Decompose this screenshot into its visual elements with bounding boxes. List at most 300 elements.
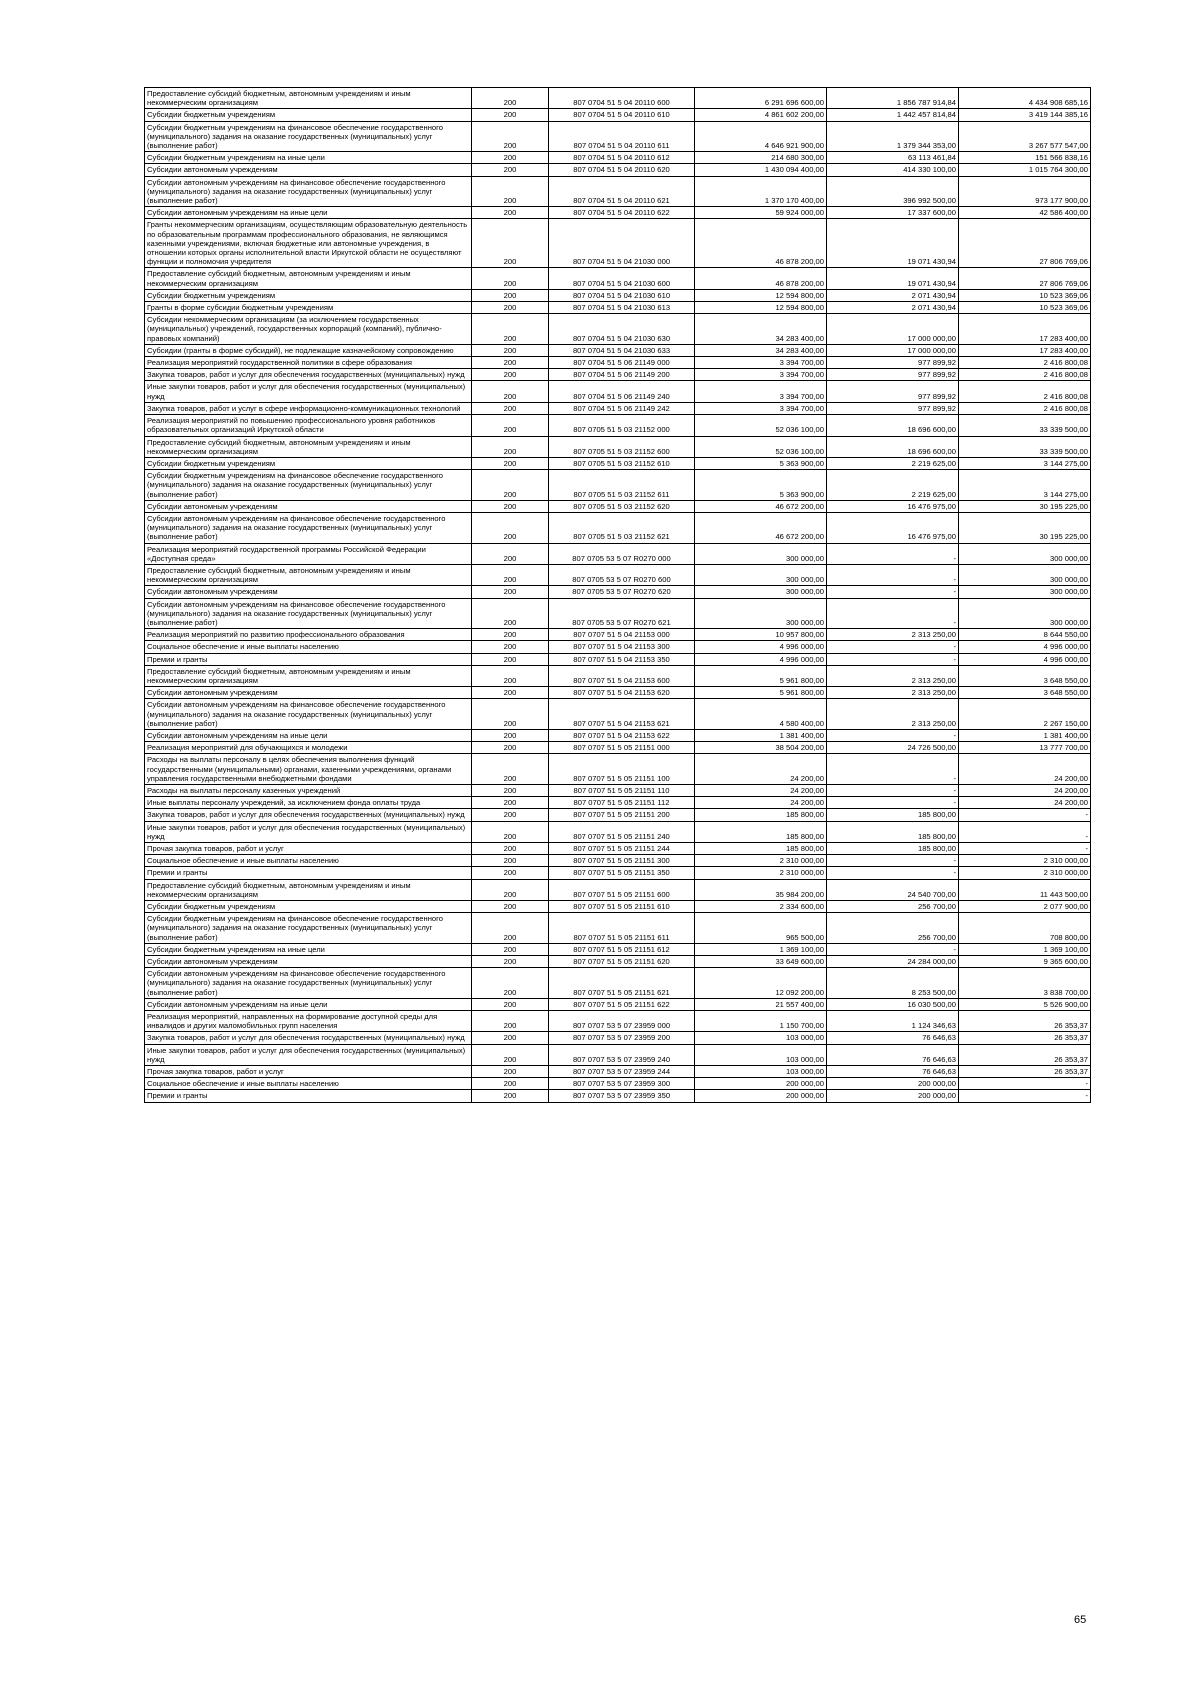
cell-unexecuted: 24 200,00 <box>959 797 1091 809</box>
cell-approved: 46 878 200,00 <box>695 219 827 268</box>
page-number: 65 <box>1074 1614 1087 1626</box>
cell-budget-code: 807 0704 51 5 04 21030 633 <box>549 344 695 356</box>
cell-unexecuted: 3 144 275,00 <box>959 457 1091 469</box>
cell-executed: 2 071 430,94 <box>827 302 959 314</box>
cell-approved: 300 000,00 <box>695 598 827 629</box>
cell-name: Субсидии автономным учреждениям на иные цели <box>145 729 472 741</box>
cell-budget-code: 807 0707 51 5 05 21151 621 <box>549 968 695 999</box>
cell-executed: 185 800,00 <box>827 843 959 855</box>
cell-unexecuted: 3 648 550,00 <box>959 665 1091 686</box>
cell-unexecuted: 42 586 400,00 <box>959 207 1091 219</box>
cell-name: Премии и гранты <box>145 653 472 665</box>
cell-unexecuted: 33 339 500,00 <box>959 415 1091 436</box>
cell-approved: 4 996 000,00 <box>695 653 827 665</box>
cell-approved: 300 000,00 <box>695 564 827 585</box>
cell-unexecuted: 2 416 800,08 <box>959 402 1091 414</box>
cell-name: Предоставление субсидий бюджетным, автономным учреждениям и иным некоммерческим организациям <box>145 436 472 457</box>
cell-approved: 3 394 700,00 <box>695 381 827 402</box>
table-row <box>145 943 1091 955</box>
cell-name: Субсидии автономным учреждениям на финансовое обеспечение государственного (муниципального) задания на оказание государственных (муниципальных) услуг (выполнение работ) <box>145 176 472 207</box>
cell-name: Реализация мероприятий государственной политики в сфере образования <box>145 357 472 369</box>
cell-unexecuted: 4 434 908 685,16 <box>959 88 1091 109</box>
cell-unexecuted: 4 996 000,00 <box>959 653 1091 665</box>
table-row <box>145 512 1091 543</box>
table-row <box>145 207 1091 219</box>
cell-line-code: 200 <box>472 968 549 999</box>
cell-unexecuted: 3 838 700,00 <box>959 968 1091 999</box>
cell-executed: 16 476 975,00 <box>827 500 959 512</box>
cell-name: Реализация мероприятий по повышению профессионального уровня работников образовательных организаций Иркутской области <box>145 415 472 436</box>
cell-line-code: 200 <box>472 754 549 785</box>
cell-unexecuted: 4 996 000,00 <box>959 641 1091 653</box>
cell-budget-code: 807 0707 51 5 04 21153 350 <box>549 653 695 665</box>
cell-budget-code: 807 0704 51 5 06 21149 000 <box>549 357 695 369</box>
cell-budget-code: 807 0704 51 5 04 21030 610 <box>549 289 695 301</box>
cell-executed: 977 899,92 <box>827 402 959 414</box>
cell-budget-code: 807 0707 51 5 05 21151 611 <box>549 913 695 944</box>
cell-line-code: 200 <box>472 687 549 699</box>
cell-unexecuted: 17 283 400,00 <box>959 344 1091 356</box>
cell-line-code: 200 <box>472 302 549 314</box>
cell-budget-code: 807 0704 51 5 04 20110 621 <box>549 176 695 207</box>
cell-executed: 18 696 600,00 <box>827 436 959 457</box>
cell-budget-code: 807 0704 51 5 04 21030 613 <box>549 302 695 314</box>
cell-unexecuted: 2 310 000,00 <box>959 867 1091 879</box>
cell-approved: 103 000,00 <box>695 1032 827 1044</box>
table-row <box>145 357 1091 369</box>
cell-budget-code: 807 0707 53 5 07 23959 244 <box>549 1066 695 1078</box>
cell-budget-code: 807 0707 53 5 07 23959 200 <box>549 1032 695 1044</box>
cell-name: Субсидии бюджетным учреждениям на финансовое обеспечение государственного (муниципального) задания на оказание государственных (муниципальных) услуг (выполнение работ) <box>145 121 472 152</box>
cell-budget-code: 807 0707 51 5 05 21151 620 <box>549 956 695 968</box>
cell-executed: - <box>827 797 959 809</box>
cell-name: Предоставление субсидий бюджетным, автономным учреждениям и иным некоммерческим организациям <box>145 564 472 585</box>
cell-name: Субсидии автономным учреждениям <box>145 500 472 512</box>
cell-line-code: 200 <box>472 564 549 585</box>
cell-executed: - <box>827 564 959 585</box>
cell-unexecuted: 2 077 900,00 <box>959 901 1091 913</box>
cell-name: Предоставление субсидий бюджетным, автономным учреждениям и иным некоммерческим организациям <box>145 88 472 109</box>
table-row <box>145 821 1091 842</box>
table-row <box>145 1044 1091 1065</box>
cell-line-code: 200 <box>472 641 549 653</box>
cell-unexecuted: 13 777 700,00 <box>959 742 1091 754</box>
cell-executed: 1 379 344 353,00 <box>827 121 959 152</box>
cell-line-code: 200 <box>472 500 549 512</box>
cell-line-code: 200 <box>472 729 549 741</box>
cell-budget-code: 807 0707 51 5 05 21151 200 <box>549 809 695 821</box>
cell-line-code: 200 <box>472 219 549 268</box>
cell-line-code: 200 <box>472 598 549 629</box>
cell-budget-code: 807 0707 51 5 05 21151 110 <box>549 785 695 797</box>
cell-line-code: 200 <box>472 797 549 809</box>
cell-approved: 24 200,00 <box>695 754 827 785</box>
cell-line-code: 200 <box>472 512 549 543</box>
cell-executed: 17 337 600,00 <box>827 207 959 219</box>
cell-approved: 3 394 700,00 <box>695 402 827 414</box>
cell-unexecuted: 30 195 225,00 <box>959 512 1091 543</box>
cell-executed: 977 899,92 <box>827 369 959 381</box>
cell-unexecuted: 3 267 577 547,00 <box>959 121 1091 152</box>
cell-line-code: 200 <box>472 152 549 164</box>
cell-unexecuted: 3 648 550,00 <box>959 687 1091 699</box>
cell-name: Предоставление субсидий бюджетным, автономным учреждениям и иным некоммерческим организациям <box>145 879 472 900</box>
cell-name: Гранты некоммерческим организациям, осуществляющим образовательную деятельность по образовательным программам профессионального образования, не являющимся казенными учреждениями, включая бюджетные или автономные учреждения, в отношении которых органы исполнительной власти Иркутской области не осуществляют функции и полномочия учредителя <box>145 219 472 268</box>
table-row <box>145 289 1091 301</box>
table-row <box>145 219 1091 268</box>
cell-approved: 200 000,00 <box>695 1078 827 1090</box>
cell-executed: 200 000,00 <box>827 1090 959 1102</box>
cell-line-code: 200 <box>472 88 549 109</box>
cell-budget-code: 807 0704 51 5 04 21030 630 <box>549 314 695 345</box>
cell-approved: 12 594 800,00 <box>695 289 827 301</box>
cell-budget-code: 807 0705 51 5 03 21152 611 <box>549 470 695 501</box>
cell-line-code: 200 <box>472 855 549 867</box>
cell-executed: - <box>827 543 959 564</box>
cell-executed: - <box>827 598 959 629</box>
cell-approved: 4 996 000,00 <box>695 641 827 653</box>
cell-budget-code: 807 0707 53 5 07 23959 000 <box>549 1011 695 1032</box>
cell-approved: 1 370 170 400,00 <box>695 176 827 207</box>
cell-unexecuted: 2 267 150,00 <box>959 699 1091 730</box>
cell-approved: 1 150 700,00 <box>695 1011 827 1032</box>
cell-unexecuted: 8 644 550,00 <box>959 629 1091 641</box>
cell-unexecuted: 27 806 769,06 <box>959 268 1091 289</box>
cell-line-code: 200 <box>472 369 549 381</box>
cell-approved: 35 984 200,00 <box>695 879 827 900</box>
cell-budget-code: 807 0707 51 5 05 21151 000 <box>549 742 695 754</box>
cell-line-code: 200 <box>472 381 549 402</box>
cell-line-code: 200 <box>472 1011 549 1032</box>
cell-executed: 76 646,63 <box>827 1066 959 1078</box>
cell-line-code: 200 <box>472 913 549 944</box>
cell-line-code: 200 <box>472 843 549 855</box>
cell-name: Расходы на выплаты персоналу в целях обеспечения выполнения функций государственными (муниципальными) органами, казенными учреждениями, органами управления государственными внебюджетными фондами <box>145 754 472 785</box>
cell-unexecuted: 2 310 000,00 <box>959 855 1091 867</box>
cell-name: Социальное обеспечение и иные выплаты населению <box>145 641 472 653</box>
cell-name: Субсидии автономным учреждениям <box>145 956 472 968</box>
cell-budget-code: 807 0707 51 5 05 21151 600 <box>549 879 695 900</box>
cell-name: Субсидии бюджетным учреждениям на финансовое обеспечение государственного (муниципального) задания на оказание государственных (муниципальных) услуг (выполнение работ) <box>145 913 472 944</box>
table-row <box>145 956 1091 968</box>
cell-line-code: 200 <box>472 344 549 356</box>
cell-budget-code: 807 0704 51 5 06 21149 200 <box>549 369 695 381</box>
cell-unexecuted: 2 416 800,08 <box>959 369 1091 381</box>
cell-budget-code: 807 0705 51 5 03 21152 610 <box>549 457 695 469</box>
cell-approved: 52 036 100,00 <box>695 415 827 436</box>
cell-line-code: 200 <box>472 1032 549 1044</box>
cell-unexecuted: - <box>959 1090 1091 1102</box>
cell-name: Иные закупки товаров, работ и услуг для обеспечения государственных (муниципальных) нужд <box>145 1044 472 1065</box>
table-row <box>145 457 1091 469</box>
cell-line-code: 200 <box>472 629 549 641</box>
cell-executed: 63 113 461,84 <box>827 152 959 164</box>
cell-line-code: 200 <box>472 289 549 301</box>
cell-budget-code: 807 0704 51 5 04 20110 600 <box>549 88 695 109</box>
cell-executed: 396 992 500,00 <box>827 176 959 207</box>
cell-unexecuted: 1 015 764 300,00 <box>959 164 1091 176</box>
cell-name: Реализация мероприятий государственной программы Российской Федерации «Доступная среда» <box>145 543 472 564</box>
cell-budget-code: 807 0704 51 5 04 20110 610 <box>549 109 695 121</box>
table-row <box>145 729 1091 741</box>
cell-executed: 17 000 000,00 <box>827 344 959 356</box>
cell-name: Предоставление субсидий бюджетным, автономным учреждениям и иным некоммерческим организациям <box>145 665 472 686</box>
cell-executed: 2 219 625,00 <box>827 470 959 501</box>
cell-line-code: 200 <box>472 176 549 207</box>
cell-executed: - <box>827 641 959 653</box>
table-row <box>145 88 1091 109</box>
table-row <box>145 344 1091 356</box>
cell-executed: - <box>827 754 959 785</box>
cell-approved: 1 369 100,00 <box>695 943 827 955</box>
table-row <box>145 687 1091 699</box>
table-row <box>145 381 1091 402</box>
cell-approved: 59 924 000,00 <box>695 207 827 219</box>
cell-unexecuted: 1 381 400,00 <box>959 729 1091 741</box>
cell-approved: 5 363 900,00 <box>695 470 827 501</box>
table-row <box>145 470 1091 501</box>
cell-unexecuted: 3 144 275,00 <box>959 470 1091 501</box>
cell-name: Субсидии бюджетным учреждениям на финансовое обеспечение государственного (муниципального) задания на оказание государственных (муниципальных) услуг (выполнение работ) <box>145 470 472 501</box>
cell-unexecuted: 26 353,37 <box>959 1032 1091 1044</box>
cell-line-code: 200 <box>472 998 549 1010</box>
cell-line-code: 200 <box>472 867 549 879</box>
cell-name: Премии и гранты <box>145 867 472 879</box>
table-row <box>145 586 1091 598</box>
table-row <box>145 1078 1091 1090</box>
cell-name: Субсидии (гранты в форме субсидий), не подлежащие казначейскому сопровождению <box>145 344 472 356</box>
table-row <box>145 1066 1091 1078</box>
cell-budget-code: 807 0704 51 5 04 21030 000 <box>549 219 695 268</box>
cell-executed: 256 700,00 <box>827 901 959 913</box>
cell-unexecuted: - <box>959 1078 1091 1090</box>
cell-unexecuted: 708 800,00 <box>959 913 1091 944</box>
cell-line-code: 200 <box>472 1044 549 1065</box>
cell-approved: 4 580 400,00 <box>695 699 827 730</box>
cell-name: Социальное обеспечение и иные выплаты населению <box>145 1078 472 1090</box>
cell-executed: 414 330 100,00 <box>827 164 959 176</box>
cell-approved: 185 800,00 <box>695 843 827 855</box>
table-row <box>145 754 1091 785</box>
cell-budget-code: 807 0707 51 5 04 21153 620 <box>549 687 695 699</box>
cell-unexecuted: 300 000,00 <box>959 586 1091 598</box>
table-row <box>145 699 1091 730</box>
cell-executed: - <box>827 943 959 955</box>
cell-unexecuted: 5 526 900,00 <box>959 998 1091 1010</box>
cell-approved: 52 036 100,00 <box>695 436 827 457</box>
cell-approved: 24 200,00 <box>695 785 827 797</box>
cell-executed: 16 030 500,00 <box>827 998 959 1010</box>
cell-budget-code: 807 0704 51 5 04 20110 620 <box>549 164 695 176</box>
cell-line-code: 200 <box>472 879 549 900</box>
cell-name: Иные закупки товаров, работ и услуг для обеспечения государственных (муниципальных) нужд <box>145 821 472 842</box>
cell-name: Реализация мероприятий, направленных на формирование доступной среды для инвалидов и других маломобильных групп населения <box>145 1011 472 1032</box>
table-row <box>145 415 1091 436</box>
cell-name: Иные закупки товаров, работ и услуг для обеспечения государственных (муниципальных) нужд <box>145 381 472 402</box>
cell-budget-code: 807 0707 51 5 05 21151 610 <box>549 901 695 913</box>
cell-unexecuted: - <box>959 809 1091 821</box>
cell-executed: - <box>827 729 959 741</box>
cell-budget-code: 807 0707 53 5 07 23959 350 <box>549 1090 695 1102</box>
cell-unexecuted: 26 353,37 <box>959 1044 1091 1065</box>
cell-name: Субсидии автономным учреждениям на финансовое обеспечение государственного (муниципального) задания на оказание государственных (муниципальных) услуг (выполнение работ) <box>145 968 472 999</box>
table-row <box>145 913 1091 944</box>
cell-name: Субсидии автономным учреждениям на финансовое обеспечение государственного (муниципального) задания на оказание государственных (муниципальных) услуг (выполнение работ) <box>145 512 472 543</box>
cell-executed: 977 899,92 <box>827 381 959 402</box>
cell-line-code: 200 <box>472 699 549 730</box>
cell-approved: 4 646 921 900,00 <box>695 121 827 152</box>
cell-line-code: 200 <box>472 653 549 665</box>
cell-line-code: 200 <box>472 543 549 564</box>
cell-executed: 2 313 250,00 <box>827 665 959 686</box>
cell-budget-code: 807 0707 51 5 05 21151 300 <box>549 855 695 867</box>
cell-line-code: 200 <box>472 742 549 754</box>
cell-name: Социальное обеспечение и иные выплаты населению <box>145 855 472 867</box>
cell-budget-code: 807 0707 51 5 05 21151 350 <box>549 867 695 879</box>
cell-name: Субсидии автономным учреждениям <box>145 164 472 176</box>
cell-approved: 185 800,00 <box>695 821 827 842</box>
cell-budget-code: 807 0705 53 5 07 R0270 000 <box>549 543 695 564</box>
cell-line-code: 200 <box>472 457 549 469</box>
table-row <box>145 436 1091 457</box>
cell-executed: - <box>827 586 959 598</box>
cell-budget-code: 807 0707 51 5 04 21153 600 <box>549 665 695 686</box>
cell-approved: 2 310 000,00 <box>695 867 827 879</box>
cell-name: Иные выплаты персоналу учреждений, за исключением фонда оплаты труда <box>145 797 472 809</box>
budget-execution-table <box>144 87 1091 1103</box>
cell-line-code: 200 <box>472 436 549 457</box>
cell-unexecuted: 24 200,00 <box>959 754 1091 785</box>
cell-unexecuted: 26 353,37 <box>959 1066 1091 1078</box>
cell-executed: - <box>827 785 959 797</box>
cell-unexecuted: 2 416 800,08 <box>959 357 1091 369</box>
cell-approved: 46 672 200,00 <box>695 500 827 512</box>
cell-line-code: 200 <box>472 207 549 219</box>
table-row <box>145 1011 1091 1032</box>
cell-approved: 10 957 800,00 <box>695 629 827 641</box>
cell-line-code: 200 <box>472 402 549 414</box>
cell-line-code: 200 <box>472 109 549 121</box>
cell-budget-code: 807 0704 51 5 06 21149 242 <box>549 402 695 414</box>
cell-unexecuted: 9 365 600,00 <box>959 956 1091 968</box>
cell-executed: 1 442 457 814,84 <box>827 109 959 121</box>
cell-unexecuted: 11 443 500,00 <box>959 879 1091 900</box>
cell-executed: 19 071 430,94 <box>827 219 959 268</box>
cell-budget-code: 807 0707 53 5 07 23959 300 <box>549 1078 695 1090</box>
cell-unexecuted: 973 177 900,00 <box>959 176 1091 207</box>
cell-name: Субсидии бюджетным учреждениям <box>145 289 472 301</box>
cell-unexecuted: 33 339 500,00 <box>959 436 1091 457</box>
cell-unexecuted: 300 000,00 <box>959 564 1091 585</box>
cell-line-code: 200 <box>472 665 549 686</box>
cell-unexecuted: 26 353,37 <box>959 1011 1091 1032</box>
cell-approved: 300 000,00 <box>695 586 827 598</box>
cell-budget-code: 807 0704 51 5 06 21149 240 <box>549 381 695 402</box>
cell-executed: 24 540 700,00 <box>827 879 959 900</box>
cell-budget-code: 807 0704 51 5 04 20110 622 <box>549 207 695 219</box>
cell-executed: 2 071 430,94 <box>827 289 959 301</box>
cell-approved: 5 961 800,00 <box>695 665 827 686</box>
table-row <box>145 1090 1091 1102</box>
table-row <box>145 785 1091 797</box>
table-row <box>145 314 1091 345</box>
cell-name: Расходы на выплаты персоналу казенных учреждений <box>145 785 472 797</box>
cell-approved: 6 291 696 600,00 <box>695 88 827 109</box>
cell-executed: 256 700,00 <box>827 913 959 944</box>
table-row <box>145 653 1091 665</box>
cell-unexecuted: 17 283 400,00 <box>959 314 1091 345</box>
cell-line-code: 200 <box>472 314 549 345</box>
cell-name: Закупка товаров, работ и услуг для обеспечения государственных (муниципальных) нужд <box>145 1032 472 1044</box>
cell-approved: 214 680 300,00 <box>695 152 827 164</box>
cell-line-code: 200 <box>472 415 549 436</box>
cell-name: Субсидии автономным учреждениям на иные цели <box>145 998 472 1010</box>
table-row <box>145 901 1091 913</box>
cell-line-code: 200 <box>472 943 549 955</box>
cell-name: Субсидии бюджетным учреждениям на иные цели <box>145 152 472 164</box>
cell-unexecuted: 2 416 800,08 <box>959 381 1091 402</box>
cell-budget-code: 807 0707 53 5 07 23959 240 <box>549 1044 695 1065</box>
cell-budget-code: 807 0705 51 5 03 21152 620 <box>549 500 695 512</box>
cell-approved: 1 430 094 400,00 <box>695 164 827 176</box>
cell-line-code: 200 <box>472 785 549 797</box>
cell-approved: 3 394 700,00 <box>695 369 827 381</box>
cell-budget-code: 807 0707 51 5 04 21153 621 <box>549 699 695 730</box>
table-row <box>145 742 1091 754</box>
cell-unexecuted: 27 806 769,06 <box>959 219 1091 268</box>
cell-approved: 12 092 200,00 <box>695 968 827 999</box>
table-row <box>145 968 1091 999</box>
cell-executed: 16 476 975,00 <box>827 512 959 543</box>
cell-executed: 24 726 500,00 <box>827 742 959 754</box>
cell-approved: 300 000,00 <box>695 543 827 564</box>
cell-approved: 46 672 200,00 <box>695 512 827 543</box>
table-row <box>145 302 1091 314</box>
table-row <box>145 598 1091 629</box>
cell-executed: 2 313 250,00 <box>827 687 959 699</box>
table-row <box>145 998 1091 1010</box>
cell-unexecuted: 300 000,00 <box>959 543 1091 564</box>
cell-budget-code: 807 0705 53 5 07 R0270 600 <box>549 564 695 585</box>
table-row <box>145 855 1091 867</box>
cell-executed: 8 253 500,00 <box>827 968 959 999</box>
cell-budget-code: 807 0705 53 5 07 R0270 621 <box>549 598 695 629</box>
cell-unexecuted: 10 523 369,06 <box>959 289 1091 301</box>
cell-budget-code: 807 0704 51 5 04 20110 611 <box>549 121 695 152</box>
cell-budget-code: 807 0707 51 5 05 21151 612 <box>549 943 695 955</box>
table-row <box>145 152 1091 164</box>
table-row <box>145 879 1091 900</box>
cell-line-code: 200 <box>472 586 549 598</box>
cell-executed: - <box>827 653 959 665</box>
cell-approved: 1 381 400,00 <box>695 729 827 741</box>
cell-executed: 2 313 250,00 <box>827 699 959 730</box>
cell-name: Субсидии бюджетным учреждениям <box>145 457 472 469</box>
cell-budget-code: 807 0707 51 5 04 21153 000 <box>549 629 695 641</box>
cell-line-code: 200 <box>472 268 549 289</box>
cell-budget-code: 807 0705 53 5 07 R0270 620 <box>549 586 695 598</box>
table-row <box>145 629 1091 641</box>
table-row <box>145 164 1091 176</box>
cell-budget-code: 807 0707 51 5 04 21153 622 <box>549 729 695 741</box>
cell-name: Закупка товаров, работ и услуг для обеспечения государственных (муниципальных) нужд <box>145 809 472 821</box>
cell-name: Закупка товаров, работ и услуг в сфере информационно-коммуникационных технологий <box>145 402 472 414</box>
cell-budget-code: 807 0707 51 5 05 21151 240 <box>549 821 695 842</box>
cell-line-code: 200 <box>472 357 549 369</box>
cell-approved: 5 961 800,00 <box>695 687 827 699</box>
cell-budget-code: 807 0704 51 5 04 20110 612 <box>549 152 695 164</box>
table-body <box>145 88 1091 1103</box>
